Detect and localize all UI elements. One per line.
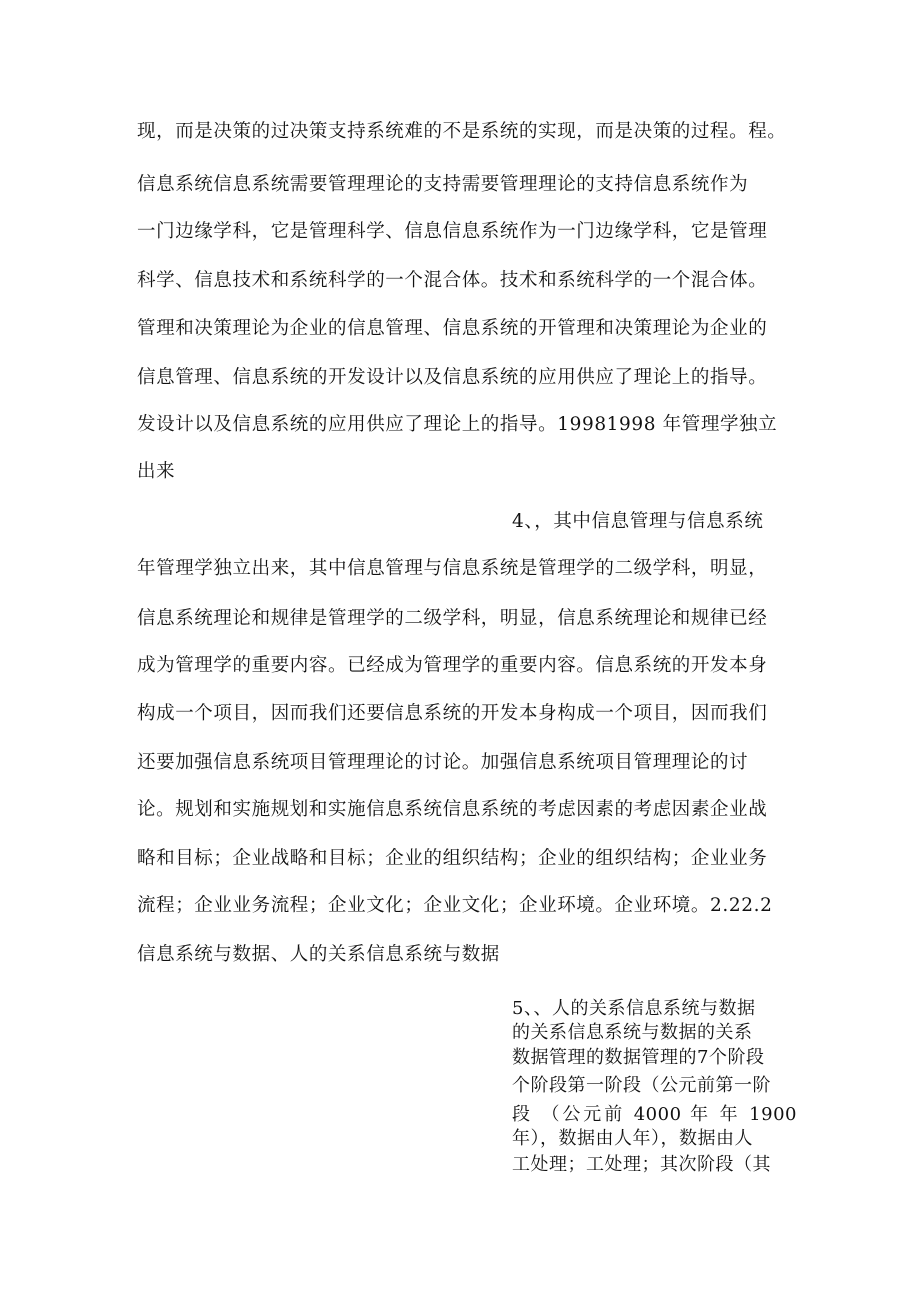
column-line: 工处理；工处理；其次阶段（其 [512,1154,771,1175]
text-line: 流程；企业业务流程；企业文化；企业文化；企业环境。企业环境。2.22.2 [137,895,773,916]
text-line: 一门边缘学科，它是管理科学、信息信息系统作为一门边缘学科，它是管理 [137,221,768,242]
column-line: 年），数据由人年），数据由人 [512,1128,753,1149]
text-line: 科学、信息技术和系统科学的一个混合体。技术和系统科学的一个混合体。 [137,270,768,291]
text-line: 构成一个项目，因而我们还要信息系统的开发本身构成一个项目，因而我们 [137,703,768,724]
column-line: 段 （公元前 4000 年 年 1900 [512,1104,797,1125]
section-heading-4: 4、，其中信息管理与信息系统 [512,511,764,532]
text-line: 发设计以及信息系统的应用供应了理论上的指导。19981998 年管理学独立 [137,414,778,435]
column-line: 的关系信息系统与数据的关系 [512,1022,753,1043]
text-line: 成为管理学的重要内容。已经成为管理学的重要内容。信息系统的开发本身 [137,655,768,676]
text-line: 论。规划和实施规划和实施信息系统信息系统的考虑因素的考虑因素企业战 [137,799,768,820]
text-line: 信息系统与数据、人的关系信息系统与数据 [137,944,500,965]
text-line: 还要加强信息系统项目管理理论的讨论。加强信息系统项目管理理论的讨 [137,752,749,773]
column-line: 数据管理的数据管理的7个阶段 [512,1047,765,1068]
text-line: 管理和决策理论为企业的信息管理、信息系统的开管理和决策理论为企业的 [137,318,768,339]
text-line: 现，而是决策的过决策支持系统难的不是系统的实现，而是决策的过程。程。 [137,121,787,142]
column-line: 5、、人的关系信息系统与数据 [512,998,756,1019]
text-line: 信息系统信息系统需要管理理论的支持需要管理理论的支持信息系统作为 [137,174,749,195]
text-line: 略和目标；企业战略和目标；企业的组织结构；企业的组织结构；企业业务 [137,848,768,869]
column-line: 个阶段第一阶段（公元前第一阶 [512,1075,771,1096]
text-line: 信息管理、信息系统的开发设计以及信息系统的应用供应了理论上的指导。 [137,367,768,388]
text-line: 出来 [137,461,176,482]
text-line: 信息系统理论和规律是管理学的二级学科，明显，信息系统理论和规律已经 [137,608,768,629]
text-line: 年管理学独立出来，其中信息管理与信息系统是管理学的二级学科，明显， [137,558,768,579]
